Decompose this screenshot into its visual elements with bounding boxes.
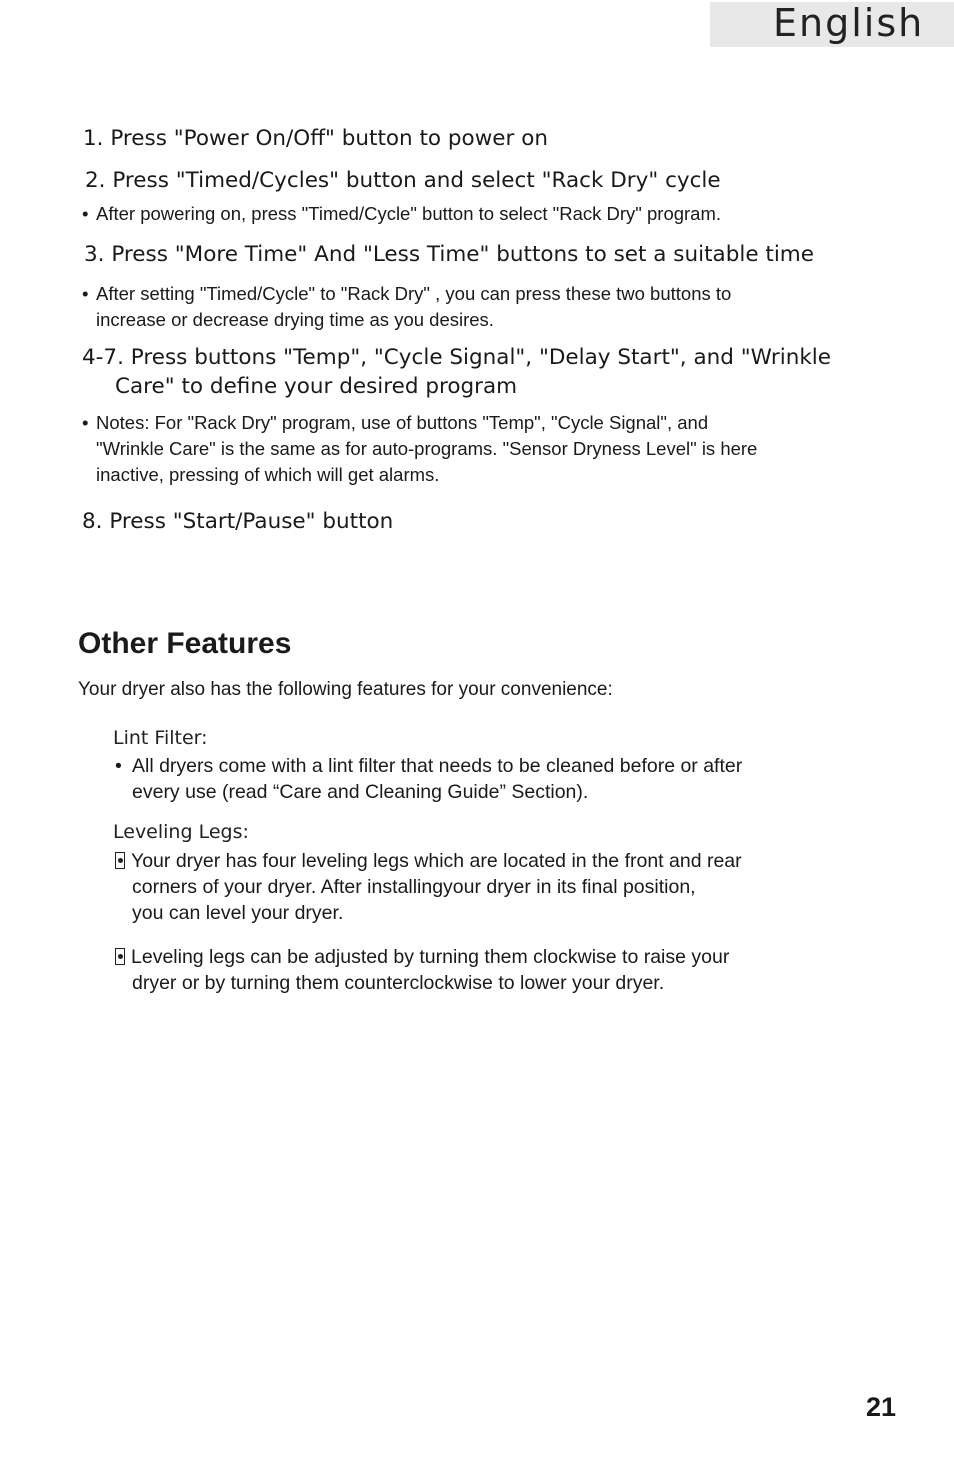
- step-4-7-line-1: 4-7. Press buttons "Temp", "Cycle Signal", "Delay Start", and "Wrinkle: [82, 345, 831, 370]
- bullet-icon: •: [115, 755, 122, 777]
- bullet-icon: •: [82, 283, 89, 304]
- language-tab: [710, 2, 954, 47]
- bullet-icon: •: [82, 412, 89, 433]
- page-number: 21: [866, 1392, 897, 1422]
- leveling-legs-paragraph-1: Your dryer has four leveling legs which are located in the front and rear corners of your dryer. After installingyour dryer in its final position, you can level your dryer.: [115, 848, 742, 926]
- step-1: 1. Press "Power On/Off" button to power on: [83, 126, 548, 151]
- step-2-note: • After powering on, press "Timed/Cycle" button to select "Rack Dry" program.: [82, 201, 721, 227]
- bullet-icon: •: [82, 203, 89, 224]
- step-8: 8. Press "Start/Pause" button: [82, 509, 394, 534]
- step-3: 3. Press "More Time" And "Less Time" buttons to set a suitable time: [84, 242, 814, 267]
- leveling-legs-heading: Leveling Legs:: [113, 821, 249, 843]
- lint-filter-heading: Lint Filter:: [113, 727, 208, 749]
- leveling-legs-paragraph-2: Leveling legs can be adjusted by turning them clockwise to raise your dryer or by turning them counterclockwise to lower your dryer.: [115, 944, 729, 996]
- other-features-intro: Your dryer also has the following features for your convenience:: [78, 679, 613, 700]
- language-label: English: [773, 1, 925, 45]
- box-bullet-icon: [115, 948, 125, 965]
- step-3-note: • After setting "Timed/Cycle" to "Rack Dry" , you can press these two buttons to increase or decrease drying time as you desires.: [82, 283, 732, 330]
- step-4-7-note: • Notes: For "Rack Dry" program, use of buttons "Temp", "Cycle Signal", and "Wrinkle Care" is the same as for auto-programs. "Sensor Dryness Level" is here inactive, pressing of which will get alarms.: [82, 412, 758, 485]
- step-2: 2. Press "Timed/Cycles" button and select "Rack Dry" cycle: [85, 168, 721, 193]
- box-bullet-icon: [115, 852, 125, 869]
- other-features-title: Other Features: [78, 627, 292, 660]
- lint-filter-text: • All dryers come with a lint filter that needs to be cleaned before or after every use (read “Care and Cleaning Guide” Section).: [115, 755, 743, 803]
- step-4-7-line-2: Care" to define your desired program: [115, 374, 518, 399]
